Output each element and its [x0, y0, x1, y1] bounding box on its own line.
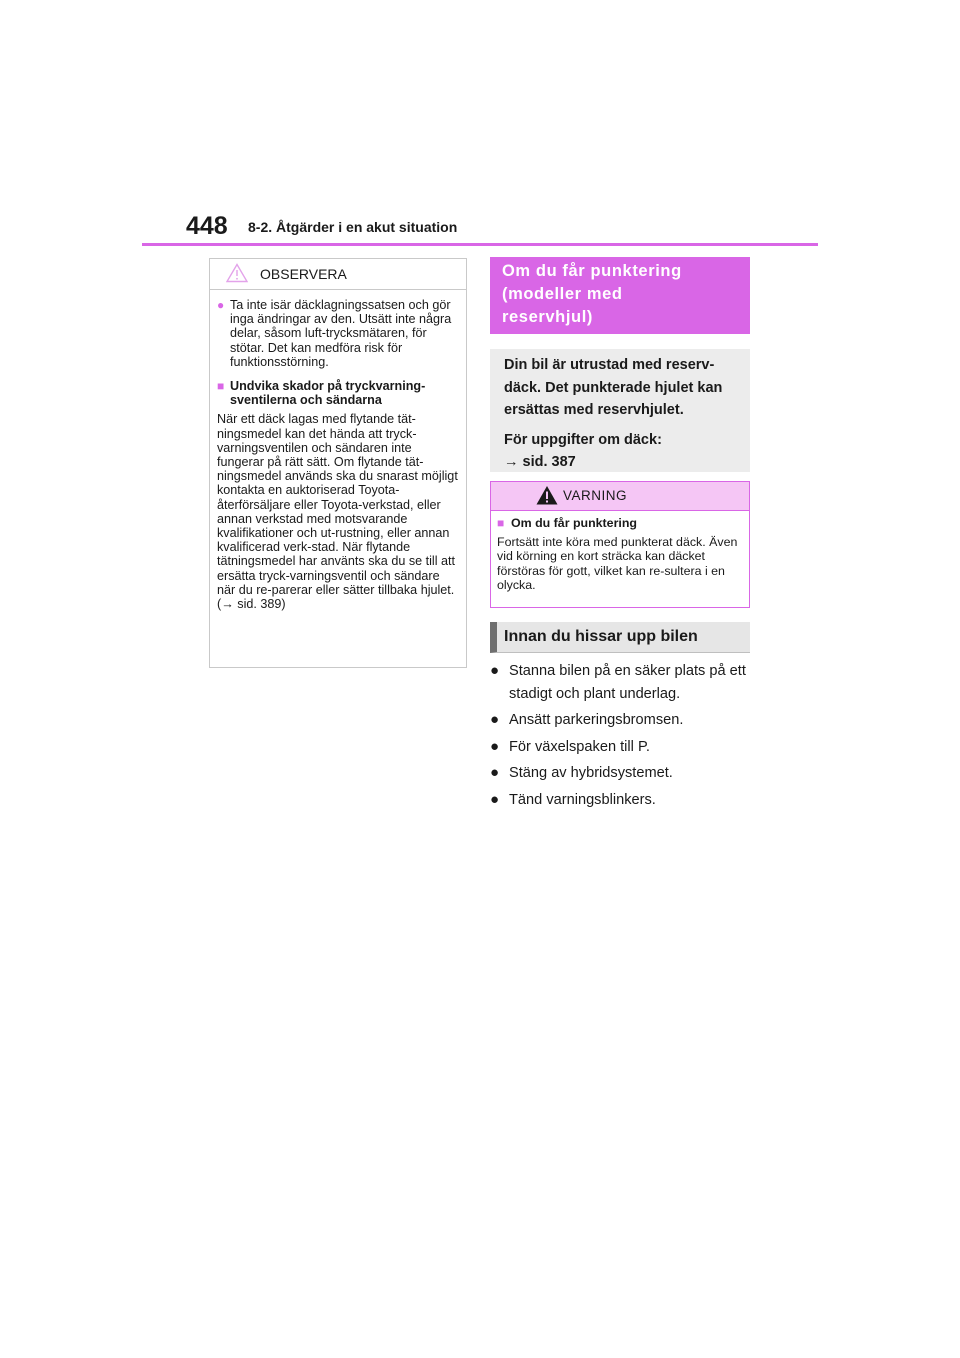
warning-subheading-text: Om du får punktering	[511, 516, 637, 530]
step-text: Tänd varningsblinkers.	[509, 791, 656, 808]
bullet-dot-icon: ●	[490, 764, 500, 781]
warning-title: VARNING	[563, 488, 628, 503]
caution-paragraph: När ett däck lagas med flytande tät-ningsmedel kan det hända att tryck-varningsventilen och sändaren inte fungerar på rätt sätt. Om flytande tät-ningsmedel används ska du snarast möjligt kontakta en auktoriserad Toyota-återförsäljare eller Toyota-verkstad, eller annan verkstad med motsvarande kvalifikationer och ut-rustning, eller annan kvalificerad verk-stad. När flytande tätningsmedel har använts ska du se till att ersätta tryck-varningsventil och sändare när du re-parerar eller sätter tillbaka hjulet. (→ sid. 389)	[217, 412, 458, 612]
step-list	[490, 660, 755, 815]
warning-subheading	[497, 516, 743, 530]
caution-body	[210, 290, 466, 611]
page-number: 448	[186, 212, 228, 240]
header-rule	[142, 243, 818, 246]
puncture-heading-line: Om du får punktering	[502, 262, 682, 280]
list-item	[490, 736, 755, 759]
bullet-dot-icon: ●	[490, 737, 500, 755]
lift-heading: Innan du hissar upp bilen	[490, 622, 750, 653]
warning-box	[490, 481, 750, 608]
warning-header	[491, 482, 749, 511]
caution-subheading-text: Undvika skador på tryckvarning-sventilerna och sändarna	[230, 379, 426, 408]
info-text: Din bil är utrustad med reserv-däck. Det punkterade hjulet kan ersättas med reservhjulet.	[504, 357, 723, 418]
list-item	[490, 709, 755, 732]
warning-triangle-icon	[536, 485, 558, 506]
bullet-circle-icon: ●	[217, 298, 225, 312]
caution-triangle-icon	[226, 263, 248, 283]
bullet-dot-icon: ●	[490, 711, 500, 728]
list-item	[490, 660, 755, 705]
caution-box	[209, 258, 467, 668]
step-text: För växelspaken till P.	[509, 738, 650, 755]
list-item	[490, 762, 755, 785]
bullet-dot-icon: ●	[490, 662, 500, 679]
puncture-heading-line: reservhjul)	[502, 308, 593, 326]
bullet-square-icon: ■	[497, 516, 505, 530]
caution-item	[217, 298, 459, 369]
warning-paragraph: Fortsätt inte köra med punkterat däck. Även vid körning en kort sträcka kan däcket förstöras för gott, vilket kan re-sultera i en olycka.	[497, 535, 738, 592]
info-text-tire: För uppgifter om däck:	[504, 431, 662, 448]
page-reference-link[interactable]: → sid. 387	[504, 454, 576, 470]
puncture-heading	[490, 257, 750, 334]
warning-body	[491, 511, 749, 592]
bullet-dot-icon: ●	[490, 790, 500, 808]
step-text: Stanna bilen på en säker plats på ett stadigt och plant underlag.	[509, 663, 746, 702]
caution-header	[210, 259, 466, 290]
step-text: Stäng av hybridsystemet.	[509, 765, 673, 781]
info-box	[490, 349, 750, 472]
caution-item-text: Ta inte isär däcklagningssatsen och gör inga ändringar av den. Utsätt inte några delar, såsom luft-trycksmätaren, för stötar. Det kan medföra risk för funktionsstörning.	[230, 298, 452, 369]
puncture-heading-line: (modeller med	[502, 285, 623, 303]
list-item	[490, 789, 755, 812]
section-title: 8-2. Åtgärder i en akut situation	[248, 219, 458, 235]
caution-subheading	[217, 379, 459, 407]
step-text: Ansätt parkeringsbromsen.	[509, 712, 684, 728]
caution-title: OBSERVERA	[260, 266, 347, 282]
bullet-square-icon: ■	[217, 379, 225, 394]
